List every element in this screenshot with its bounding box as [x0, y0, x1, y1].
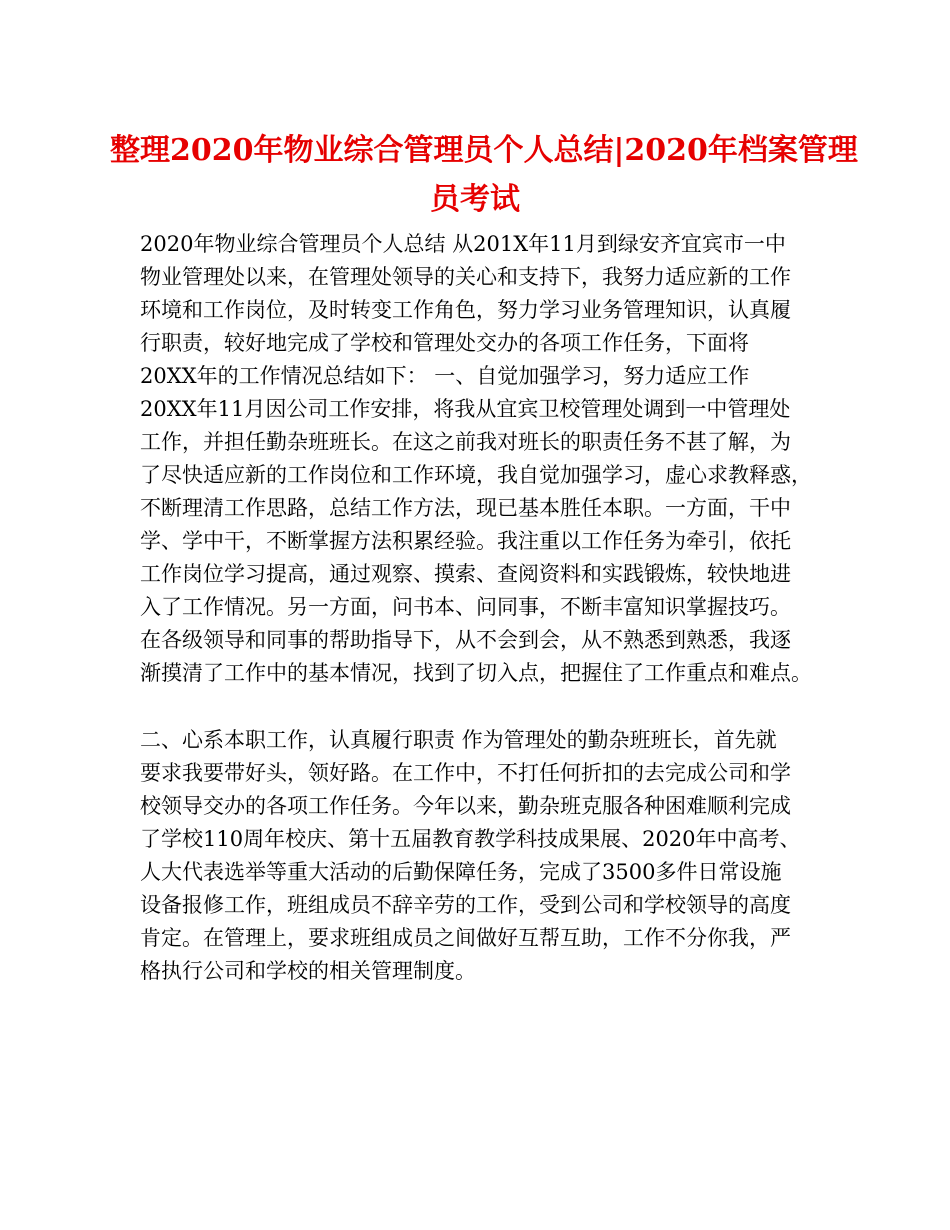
- text-line: 物业管理处以来，在管理处领导的关心和支持下，我努力适应新的工作: [140, 265, 791, 289]
- text-line: 校领导交办的各项工作任务。今年以来，勤杂班克服各种困难顺利完成: [140, 794, 791, 818]
- text-line: 学、学中干，不断掌握方法积累经验。我注重以工作任务为牵引，依托: [140, 529, 791, 553]
- text-line: 人大代表选举等重大活动的后勤保障任务，完成了3500多件日常设施: [140, 860, 782, 884]
- text-line: 工作，并担任勤杂班班长。在这之前我对班长的职责任务不甚了解，为: [140, 430, 791, 454]
- text-line: 入了工作情况。另一方面，问书本、问同事，不断丰富知识掌握技巧。: [140, 595, 791, 619]
- text-line: 渐摸清了工作中的基本情况，找到了切入点，把握住了工作重点和难点。: [140, 661, 812, 685]
- text-line: 了学校110周年校庆、第十五届教育教学科技成果展、2020年中高考、: [140, 827, 801, 851]
- text-line: 2020年物业综合管理员个人总结 从201X年11月到绿安齐宜宾市一中: [140, 232, 786, 256]
- text-line: 二、心系本职工作，认真履行职责 作为管理处的勤杂班班长，首先就: [140, 728, 777, 752]
- text-line: 肯定。在管理上，要求班组成员之间做好互帮互助，工作不分你我，严: [140, 926, 791, 950]
- text-line: 了尽快适应新的工作岗位和工作环境，我自觉加强学习，虚心求教释惑，: [140, 463, 812, 487]
- text-line: 工作岗位学习提高，通过观察、摸索、查阅资料和实践锻炼，较快地进: [140, 562, 791, 586]
- text-line: 20XX年11月因公司工作安排，将我从宜宾卫校管理处调到一中管理处: [140, 397, 791, 421]
- text-line: 20XX年的工作情况总结如下： 一、自觉加强学习，努力适应工作: [140, 364, 750, 388]
- text-line: 格执行公司和学校的相关管理制度。: [140, 959, 476, 983]
- text-line: 设备报修工作，班组成员不辞辛劳的工作，受到公司和学校领导的高度: [140, 893, 791, 917]
- text-line: 行职责，较好地完成了学校和管理处交办的各项工作任务，下面将: [140, 331, 749, 355]
- text-line: 不断理清工作思路，总结工作方法，现已基本胜任本职。一方面，干中: [140, 496, 791, 520]
- document-title-line-1: 整理2020年物业综合管理员个人总结|2020年档案管理: [110, 133, 858, 168]
- text-line: 在各级领导和同事的帮助指导下，从不会到会，从不熟悉到熟悉，我逐: [140, 628, 791, 652]
- text-line: 要求我要带好头，领好路。在工作中，不打任何折扣的去完成公司和学: [140, 761, 791, 785]
- text-line: 环境和工作岗位，及时转变工作角色，努力学习业务管理知识，认真履: [140, 298, 791, 322]
- document-title-line-2: 员考试: [430, 182, 520, 217]
